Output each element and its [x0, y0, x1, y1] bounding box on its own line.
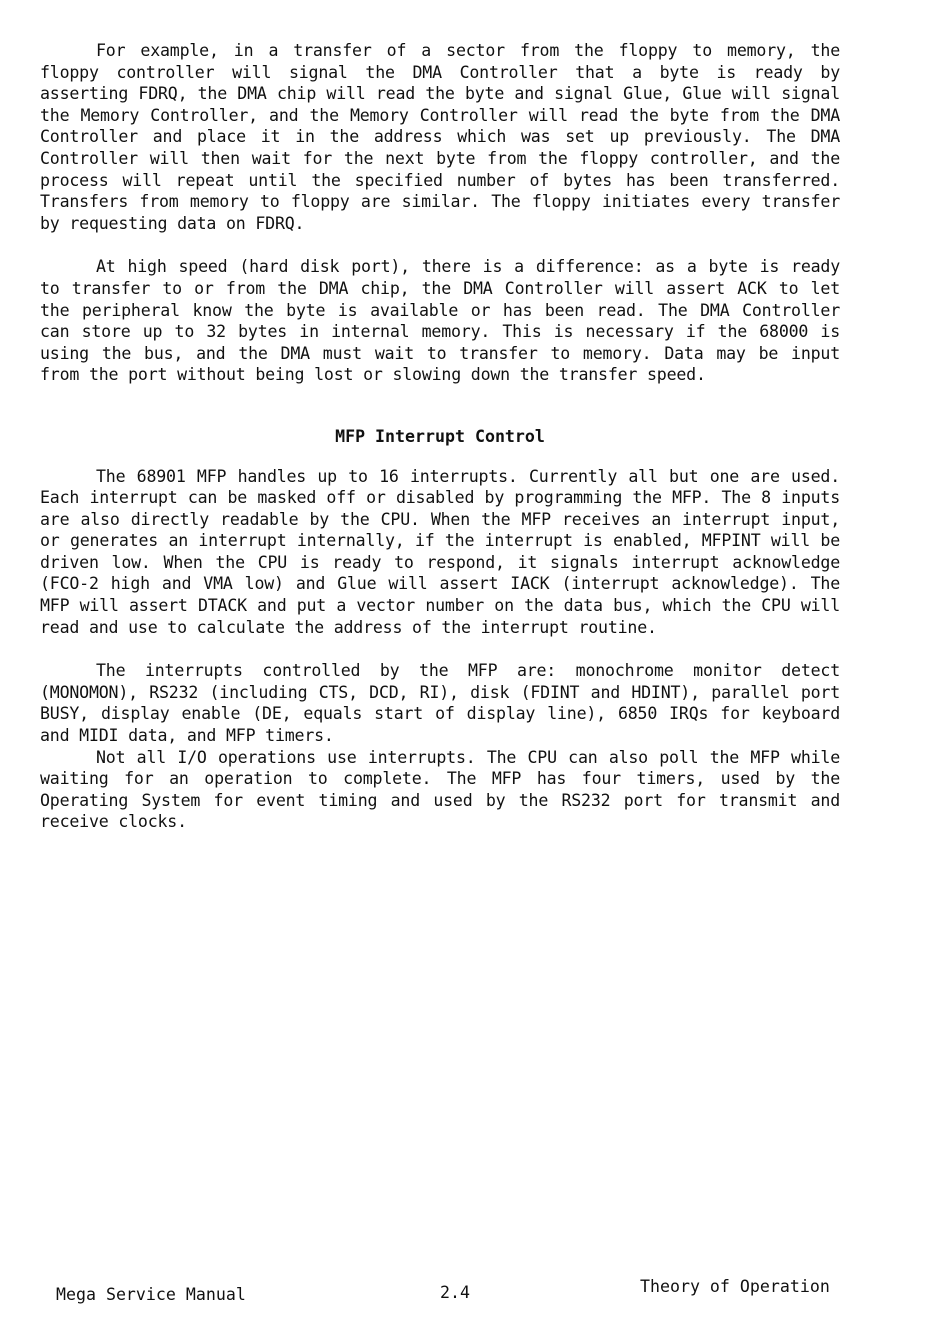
paragraph-interrupt-list: The interrupts controlled by the MFP are: monochrome monitor detect (MONOMON), RS232 (including CTS, DCD, RI), disk (FDINT and HDINT), parallel port BUSY, display enable (DE, equals start of display line), 6850 IRQs for keyboard and MIDI data, and MFP timers. [40, 661, 840, 746]
paragraph-mfp-interrupts: The 68901 MFP handles up to 16 interrupts. Currently all but one are used. Each interrupt can be masked off or disabled by programming the MFP. The 8 inputs are also directly readable by the CPU. When the MFP receives an interrupt input, or generates an interrupt internally, if the interrupt is enabled, MFPINT will be driven low. When the CPU is ready to respond, it signals interrupt acknowledge (FCO-2 high and VMA low) and Glue will assert IACK (interrupt acknowledge). The MFP will assert DTACK and put a vector number on the data bus, which the CPU will read and use to calculate the address of the interrupt routine. [40, 466, 840, 637]
paragraph-high-speed: At high speed (hard disk port), there is a difference: as a byte is ready to transfer to or from the DMA chip, the DMA Controller will assert ACK to let the peripheral know the byte is available or has been read. The DMA Controller can store up to 32 bytes in internal memory. This is necessary if the 68000 is using the bus, and the DMA must wait to transfer to memory. Data may be input from the port without being lost or slowing down the transfer speed. [40, 257, 840, 385]
footer-section-title: Theory of Operation [640, 1277, 830, 1296]
paragraph-floppy-transfer: For example, in a transfer of a sector from the floppy to memory, the floppy controller will signal the DMA Controller that a byte is ready by asserting FDRQ, the DMA chip will read the byte and signal Glue, Glue will signal the Memory Controller, and the Memory Controller will read the byte from the DMA Controller and place it in the address which was set up previously. The DMA Controller will then wait for the next byte from the floppy controller, and the process will repeat until the specified number of bytes has been transferred. Transfers from memory to floppy are similar. The floppy initiates every transfer by requesting data on FDRQ. [40, 41, 840, 233]
paragraph-polling: Not all I/O operations use interrupts. The CPU can also poll the MFP while waiting for an operation to complete. The MFP has four timers, used by the Operating System for event timing and used by the RS232 port for transmit and receive clocks. [40, 747, 840, 832]
page-number: 2.4 [440, 1283, 470, 1302]
footer-manual-title: Mega Service Manual [56, 1285, 246, 1304]
page-footer [56, 1275, 856, 1304]
page-body [40, 40, 840, 833]
section-heading: MFP Interrupt Control [335, 426, 545, 446]
